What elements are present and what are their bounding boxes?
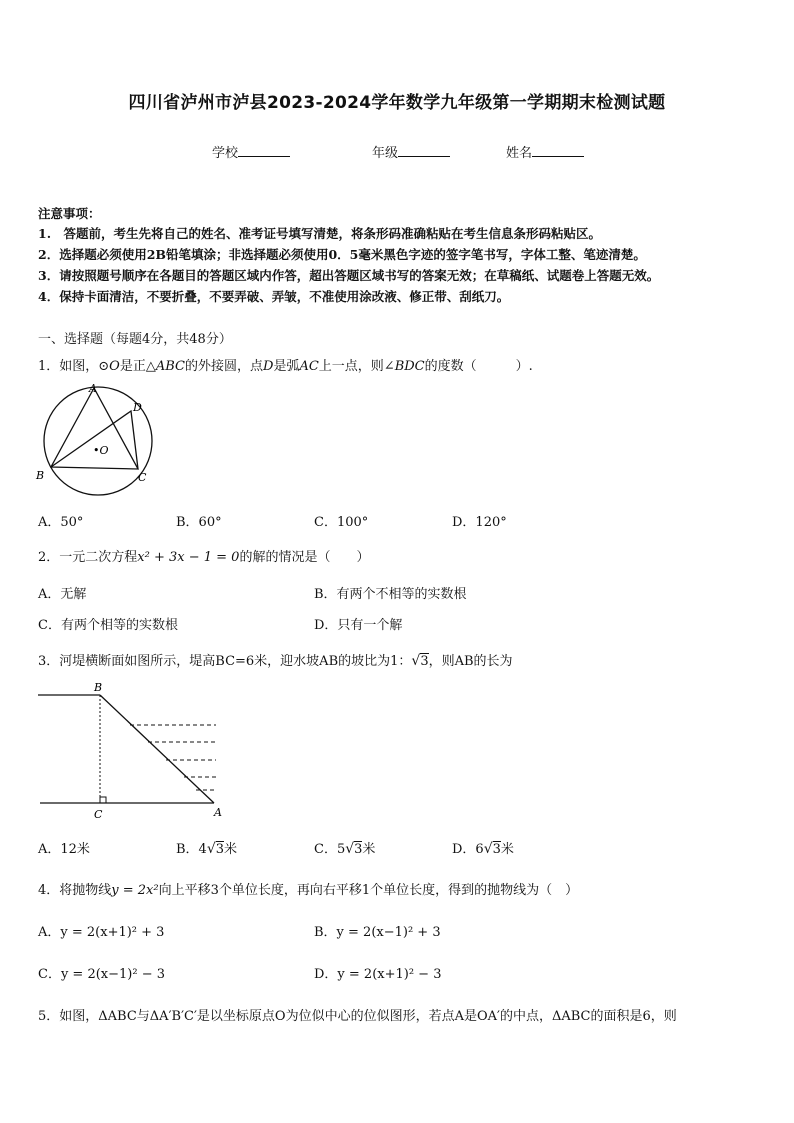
school-blank[interactable] <box>238 144 290 157</box>
page-title: 四川省泸州市泸县2023-2024学年数学九年级第一学期期末检测试题 <box>128 93 666 113</box>
label-a: A <box>214 806 222 819</box>
q1-option-b[interactable]: B．60° <box>176 515 222 530</box>
q3-option-a[interactable]: A．12米 <box>38 842 90 857</box>
q3-option-b[interactable]: B．4√3米 <box>176 841 238 857</box>
section-heading: 一、选择题（每题4分，共48分） <box>38 332 232 347</box>
grade-blank[interactable] <box>398 144 450 157</box>
q1-option-c[interactable]: C．100° <box>314 515 369 530</box>
slope-ab <box>100 695 214 803</box>
notice-heading: 注意事项： <box>38 206 101 221</box>
label-d: D <box>133 401 142 414</box>
q3-option-c[interactable]: C．5√3米 <box>314 841 376 857</box>
label-c: C <box>94 808 103 821</box>
q1-option-d[interactable]: D．120° <box>452 515 507 530</box>
question-1-stem: 1．如图，⊙O是正△ABC的外接圆，点D是弧AC上一点，则∠BDC的度数（ ）. <box>38 359 533 374</box>
notice-item: 4．保持卡面清洁，不要折叠，不要弄破、弄皱，不准使用涂改液、修正带、刮纸刀。 <box>38 289 510 304</box>
question-3-stem: 3．河堤横断面如图所示，堤高BC=6米，迎水坡AB的坡比为1：√3，则AB的长为 <box>38 653 513 669</box>
grade-label: 年级 <box>372 146 399 161</box>
question-2-stem: 2．一元二次方程x² + 3x − 1 = 0的解的情况是（ ） <box>38 550 370 565</box>
q4-option-b[interactable]: B．y = 2(x−1)² + 3 <box>314 925 441 940</box>
q4-option-a[interactable]: A．y = 2(x+1)² + 3 <box>38 925 165 940</box>
question-4-stem: 4．将抛物线y = 2x²向上平移3个单位长度，再向右平移1个单位长度，得到的抛物线为（ ） <box>38 883 579 898</box>
notice-item: 2．选择题必须使用2B铅笔填涂；非选择题必须使用0．5毫米黑色字迹的签字笔书写，字体工整、笔迹清楚。 <box>38 247 646 262</box>
school-label: 学校 <box>212 146 239 161</box>
q3-option-d[interactable]: D．6√3米 <box>452 841 514 857</box>
label-b: B <box>94 681 103 694</box>
embankment-figure <box>36 680 236 822</box>
name-field <box>506 142 584 161</box>
notice-item: 3．请按照题号顺序在各题目的答题区域内作答，超出答题区域书写的答案无效；在草稿纸、试题卷上答题无效。 <box>38 268 660 283</box>
school-field <box>212 142 290 161</box>
q2-option-b[interactable]: B．有两个不相等的实数根 <box>314 587 467 602</box>
question-5-stem: 5．如图，ΔABC与ΔA′B′C′是以坐标原点O为位似中心的位似图形，若点A是OA′的中点，ΔABC的面积是6，则 <box>38 1009 677 1024</box>
q4-option-c[interactable]: C．y = 2(x−1)² − 3 <box>38 967 165 982</box>
q2-option-c[interactable]: C．有两个相等的实数根 <box>38 618 178 633</box>
right-angle-mark <box>100 797 106 803</box>
q2-option-a[interactable]: A．无解 <box>38 587 87 602</box>
label-c: C <box>138 471 147 484</box>
circle-figure <box>34 380 164 505</box>
q4-option-d[interactable]: D．y = 2(x+1)² − 3 <box>314 967 442 982</box>
chords-bdc <box>51 411 138 469</box>
name-label: 姓名 <box>506 146 533 161</box>
label-o: •O <box>93 444 109 457</box>
q2-option-d[interactable]: D．只有一个解 <box>314 618 403 633</box>
grade-field <box>372 142 450 161</box>
label-b: B <box>36 469 45 482</box>
q1-option-a[interactable]: A．50° <box>38 515 84 530</box>
notice-item: 1. 答题前，考生先将自己的姓名、准考证号填写清楚，将条形码准确粘贴在考生信息条形码粘贴区。 <box>38 226 602 241</box>
label-a: A <box>89 382 97 395</box>
name-blank[interactable] <box>532 144 584 157</box>
